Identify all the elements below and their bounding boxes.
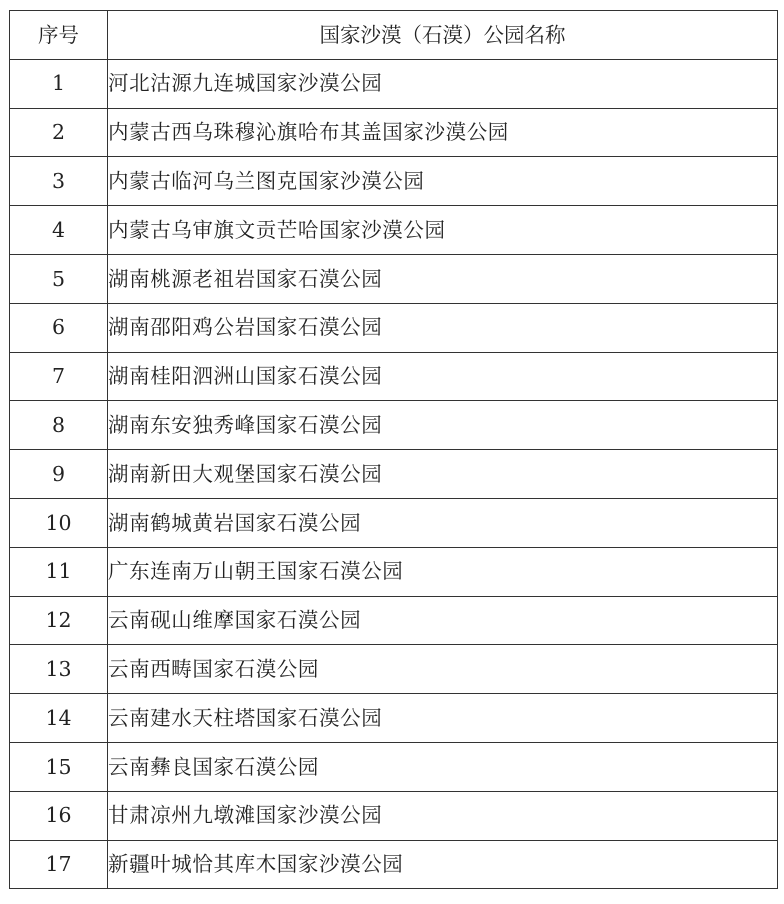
park-name-text: 甘肃凉州九墩滩国家沙漠公园	[108, 803, 383, 828]
table-row	[10, 206, 778, 255]
row-index-cell: 15	[10, 742, 108, 791]
table-row	[10, 303, 778, 352]
park-name-text: 广东连南万山朝王国家石漠公园	[108, 559, 404, 584]
header-index-cell: 序号	[10, 11, 108, 60]
table-row	[10, 645, 778, 694]
row-name-cell	[108, 742, 778, 791]
row-name-cell	[108, 59, 778, 108]
table-row	[10, 59, 778, 108]
table-row	[10, 596, 778, 645]
row-index-cell: 16	[10, 791, 108, 840]
park-name-text: 内蒙古西乌珠穆沁旗哈布其盖国家沙漠公园	[108, 120, 509, 145]
row-index-cell: 3	[10, 157, 108, 206]
row-name-cell	[108, 840, 778, 889]
row-index-cell: 5	[10, 254, 108, 303]
row-index-cell: 2	[10, 108, 108, 157]
row-index-cell: 1	[10, 59, 108, 108]
table-row	[10, 791, 778, 840]
row-name-cell	[108, 108, 778, 157]
row-index-cell: 11	[10, 547, 108, 596]
park-name-text: 新疆叶城恰其库木国家沙漠公园	[108, 852, 404, 877]
row-index-cell: 6	[10, 303, 108, 352]
park-name-text: 云南建水天柱塔国家石漠公园	[108, 705, 383, 730]
park-list-table	[9, 10, 778, 889]
table-header-row	[10, 11, 778, 60]
table-row	[10, 547, 778, 596]
row-name-cell	[108, 254, 778, 303]
table-row	[10, 694, 778, 743]
park-name-text: 湖南桃源老祖岩国家石漠公园	[108, 266, 383, 291]
park-name-text: 湖南鹤城黄岩国家石漠公园	[108, 510, 362, 535]
row-name-cell	[108, 303, 778, 352]
park-name-text: 湖南新田大观堡国家石漠公园	[108, 461, 383, 486]
row-index-cell: 14	[10, 694, 108, 743]
row-index-cell: 13	[10, 645, 108, 694]
header-name-cell: 国家沙漠（石漠）公园名称	[108, 11, 778, 60]
row-name-cell	[108, 596, 778, 645]
park-name-text: 内蒙古乌审旗文贡芒哈国家沙漠公园	[108, 217, 446, 242]
row-index-cell: 12	[10, 596, 108, 645]
table-row	[10, 352, 778, 401]
table-row	[10, 108, 778, 157]
park-name-text: 河北沽源九连城国家沙漠公园	[108, 71, 383, 96]
table-row	[10, 498, 778, 547]
row-index-cell: 7	[10, 352, 108, 401]
park-name-text: 湖南东安独秀峰国家石漠公园	[108, 413, 383, 438]
park-name-text: 云南西畴国家石漠公园	[108, 657, 319, 681]
row-name-cell	[108, 694, 778, 743]
table-row	[10, 742, 778, 791]
row-index-cell: 10	[10, 498, 108, 547]
row-name-cell	[108, 498, 778, 547]
park-name-text: 湖南桂阳泗洲山国家石漠公园	[108, 364, 383, 389]
row-name-cell	[108, 547, 778, 596]
park-name-text: 云南砚山维摩国家石漠公园	[108, 608, 362, 633]
table-row	[10, 450, 778, 499]
park-name-text: 云南彝良国家石漠公园	[108, 754, 319, 779]
row-name-cell	[108, 450, 778, 499]
park-name-text: 内蒙古临河乌兰图克国家沙漠公园	[108, 169, 425, 194]
table-body	[10, 59, 778, 889]
table-row	[10, 840, 778, 889]
row-name-cell	[108, 645, 778, 694]
row-name-cell	[108, 352, 778, 401]
table-row	[10, 401, 778, 450]
row-index-cell: 8	[10, 401, 108, 450]
row-index-cell: 9	[10, 450, 108, 499]
row-name-cell	[108, 791, 778, 840]
table-row	[10, 254, 778, 303]
row-name-cell	[108, 401, 778, 450]
park-name-text: 湖南邵阳鸡公岩国家石漠公园	[108, 315, 383, 340]
row-name-cell	[108, 206, 778, 255]
table-row	[10, 157, 778, 206]
row-index-cell: 4	[10, 206, 108, 255]
row-index-cell: 17	[10, 840, 108, 889]
row-name-cell	[108, 157, 778, 206]
